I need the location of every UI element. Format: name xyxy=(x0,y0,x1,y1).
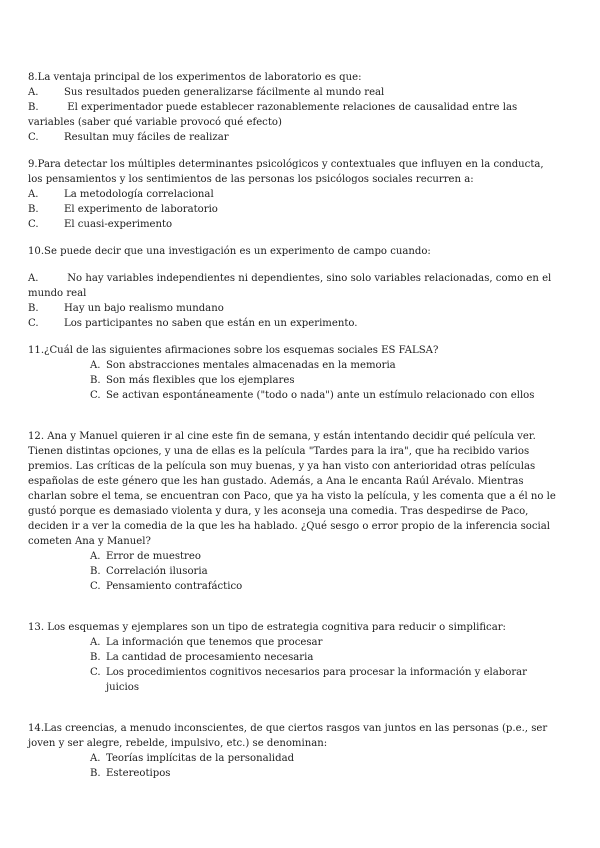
question-stem: 8.La ventaja principal de los experimentos de laboratorio es que: xyxy=(28,72,362,83)
question-stem: 11.¿Cuál de las siguientes afirmaciones sobre los esquemas sociales ES FALSA? xyxy=(28,345,439,356)
option-text: El experimento de laboratorio xyxy=(64,204,218,215)
option-letter: A. xyxy=(28,87,39,98)
option-b xyxy=(28,301,558,316)
option-text: La información que tenemos que procesar xyxy=(106,637,323,648)
option-letter: B. xyxy=(28,303,39,314)
question-stem: 13. Los esquemas y ejemplares son un tipo de estrategia cognitiva para reducir o simplificar: xyxy=(28,622,506,633)
option-text: Sus resultados pueden generalizarse fácilmente al mundo real xyxy=(64,87,385,98)
option-c xyxy=(28,316,558,331)
option-a xyxy=(28,549,558,564)
option-text: Pensamiento contrafáctico xyxy=(106,581,243,592)
option-text: Teorías implícitas de la personalidad xyxy=(106,753,295,764)
option-c xyxy=(28,665,558,695)
option-text: La cantidad de procesamiento necesaria xyxy=(106,652,314,663)
question-11 xyxy=(28,343,558,403)
option-letter: C. xyxy=(90,390,101,401)
option-text: El cuasi-experimento xyxy=(64,219,173,230)
option-b xyxy=(28,650,558,665)
option-b xyxy=(28,564,558,579)
option-text: Se activan espontáneamente ("todo o nada") ante un estímulo relacionado con ellos xyxy=(106,390,535,401)
option-c xyxy=(28,579,558,594)
question-stem: 9.Para detectar los múltiples determinantes psicológicos y contextuales que influyen en la conducta, los pensamientos y los sentimientos de las personas los psicólogos sociales recurren a: xyxy=(28,159,544,185)
option-text: Hay un bajo realismo mundano xyxy=(64,303,224,314)
option-text: El experimentador puede establecer razonablemente relaciones de causalidad entre las variables (saber qué variable provocó qué efecto) xyxy=(28,102,518,128)
option-letter: C. xyxy=(28,132,39,143)
option-c xyxy=(28,130,558,145)
option-text: Los participantes no saben que están en un experimento. xyxy=(64,318,358,329)
option-a xyxy=(28,187,558,202)
option-text: Son abstracciones mentales almacenadas en la memoria xyxy=(106,360,396,371)
option-text: Son más flexibles que los ejemplares xyxy=(106,375,295,386)
question-stem: 14.Las creencias, a menudo inconscientes, de que ciertos rasgos van juntos en las personas (p.e., ser joven y ser alegre, rebelde, impulsivo, etc.) se denominan: xyxy=(28,723,548,749)
option-letter: A. xyxy=(90,551,101,562)
option-letter: C. xyxy=(90,667,101,678)
option-letter: A. xyxy=(90,637,101,648)
option-text: Error de muestreo xyxy=(106,551,201,562)
option-b: B. El experimentador puede establecer razonablemente relaciones de causalidad entre las variables (saber qué variable provocó qué efecto) xyxy=(28,102,518,128)
option-text: Estereotipos xyxy=(106,768,171,779)
option-letter: B. xyxy=(90,375,101,386)
option-letter: B. xyxy=(28,204,39,215)
question-13 xyxy=(28,620,558,695)
question-stem: 10.Se puede decir que una investigación es un experimento de campo cuando: xyxy=(28,246,431,257)
option-text: La metodología correlacional xyxy=(64,189,214,200)
option-letter: B. xyxy=(90,652,101,663)
question-8 xyxy=(28,70,558,145)
option-text: Resultan muy fáciles de realizar xyxy=(64,132,229,143)
option-a: A. No hay variables independientes ni dependientes, sino solo variables relacionadas, como en el mundo real xyxy=(28,273,552,299)
option-letter: B. xyxy=(90,566,101,577)
question-stem: 12. Ana y Manuel quieren ir al cine este fin de semana, y están intentando decidir qué película ver. Tienen distintas opciones, y una de ellas es la película "Tardes para la ira", que ha recibido varios premios. Las críticas de la película son muy buenas, y ya han visto con anterioridad otras películas españolas de este género que les han gustado. Además, a Ana le encanta Raúl Arévalo. Mientras charlan sobre el tema, se encuentran con Paco, que ya ha visto la película, y les comenta que a él no le gustó porque es demasiado violenta y dura, y les aconseja una comedia. Tras despedirse de Paco, deciden ir a ver la comedia de la que les ha hablado. ¿Qué sesgo o error propio de la inferencia social cometen Ana y Manuel? xyxy=(28,431,556,547)
question-12 xyxy=(28,429,558,594)
option-a xyxy=(28,635,558,650)
option-b xyxy=(28,766,558,781)
option-c xyxy=(28,388,558,403)
option-a xyxy=(28,85,558,100)
option-letter: C. xyxy=(28,219,39,230)
question-9 xyxy=(28,157,558,232)
option-letter: C. xyxy=(28,318,39,329)
option-letter: A. xyxy=(90,360,101,371)
question-14 xyxy=(28,721,558,781)
option-a xyxy=(28,751,558,766)
option-b xyxy=(28,202,558,217)
option-text: Correlación ilusoria xyxy=(106,566,208,577)
option-text: No hay variables independientes ni dependientes, sino solo variables relacionadas, como en el mundo real xyxy=(28,273,552,299)
option-text: Los procedimientos cognitivos necesarios para procesar la información y elaborar juicios xyxy=(106,667,528,693)
option-letter: B. xyxy=(90,768,101,779)
option-letter: A. xyxy=(90,753,101,764)
option-c xyxy=(28,217,558,232)
option-letter: A. xyxy=(28,189,39,200)
option-a xyxy=(28,358,558,373)
option-letter: C. xyxy=(90,581,101,592)
question-10 xyxy=(28,244,558,331)
option-b xyxy=(28,373,558,388)
document-page xyxy=(28,70,558,781)
